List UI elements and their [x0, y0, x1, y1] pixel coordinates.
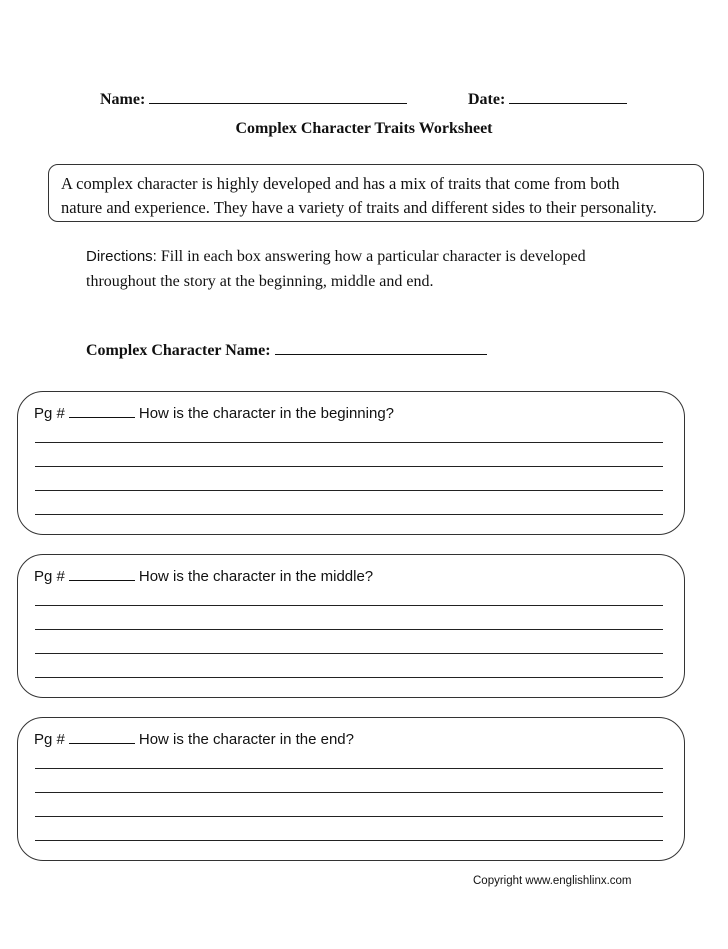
writing-line[interactable]: [35, 840, 663, 841]
info-box: [48, 164, 704, 222]
writing-line[interactable]: [35, 490, 663, 491]
directions-text: Fill in each box answering how a particular character is developed: [156, 248, 586, 265]
pg-label: Pg #: [34, 405, 65, 422]
page-title: Complex Character Traits Worksheet: [235, 120, 493, 137]
pg-label: Pg #: [34, 568, 65, 585]
name-field[interactable]: [100, 89, 407, 109]
question-text: How is the character in the middle?: [138, 568, 374, 585]
writing-line[interactable]: [35, 442, 663, 443]
copyright: Copyright www.englishlinx.com: [473, 875, 632, 887]
date-label: Date:: [468, 91, 506, 108]
name-label: Name:: [100, 91, 146, 108]
writing-line[interactable]: [35, 768, 663, 769]
directions: [86, 244, 586, 294]
pg-blank[interactable]: [69, 730, 135, 744]
info-line: nature and experience. They have a variety of traits and different sides to their personality.: [61, 198, 657, 217]
date-blank[interactable]: [509, 89, 627, 104]
pg-label: Pg #: [34, 731, 65, 748]
date-field[interactable]: [468, 89, 627, 109]
question-text: How is the character in the beginning?: [138, 405, 395, 422]
answer-box-middle: [17, 554, 685, 698]
question-text: How is the character in the end?: [138, 731, 354, 748]
info-line: A complex character is highly developed and has a mix of traits that come from both: [61, 174, 620, 193]
writing-line[interactable]: [35, 605, 663, 606]
writing-line[interactable]: [35, 677, 663, 678]
pg-blank[interactable]: [69, 567, 135, 581]
directions-label: Directions:: [86, 248, 157, 265]
name-blank[interactable]: [149, 89, 407, 104]
answer-box-beginning: [17, 391, 685, 535]
character-name-label: Complex Character Name:: [86, 342, 271, 359]
character-name-blank[interactable]: [275, 340, 487, 355]
writing-line[interactable]: [35, 816, 663, 817]
pg-blank[interactable]: [69, 404, 135, 418]
writing-line[interactable]: [35, 466, 663, 467]
character-name-field[interactable]: [86, 340, 487, 360]
writing-line[interactable]: [35, 653, 663, 654]
writing-line[interactable]: [35, 792, 663, 793]
directions-text: throughout the story at the beginning, middle and end.: [86, 273, 434, 290]
writing-line[interactable]: [35, 629, 663, 630]
answer-box-end: [17, 717, 685, 861]
writing-line[interactable]: [35, 514, 663, 515]
